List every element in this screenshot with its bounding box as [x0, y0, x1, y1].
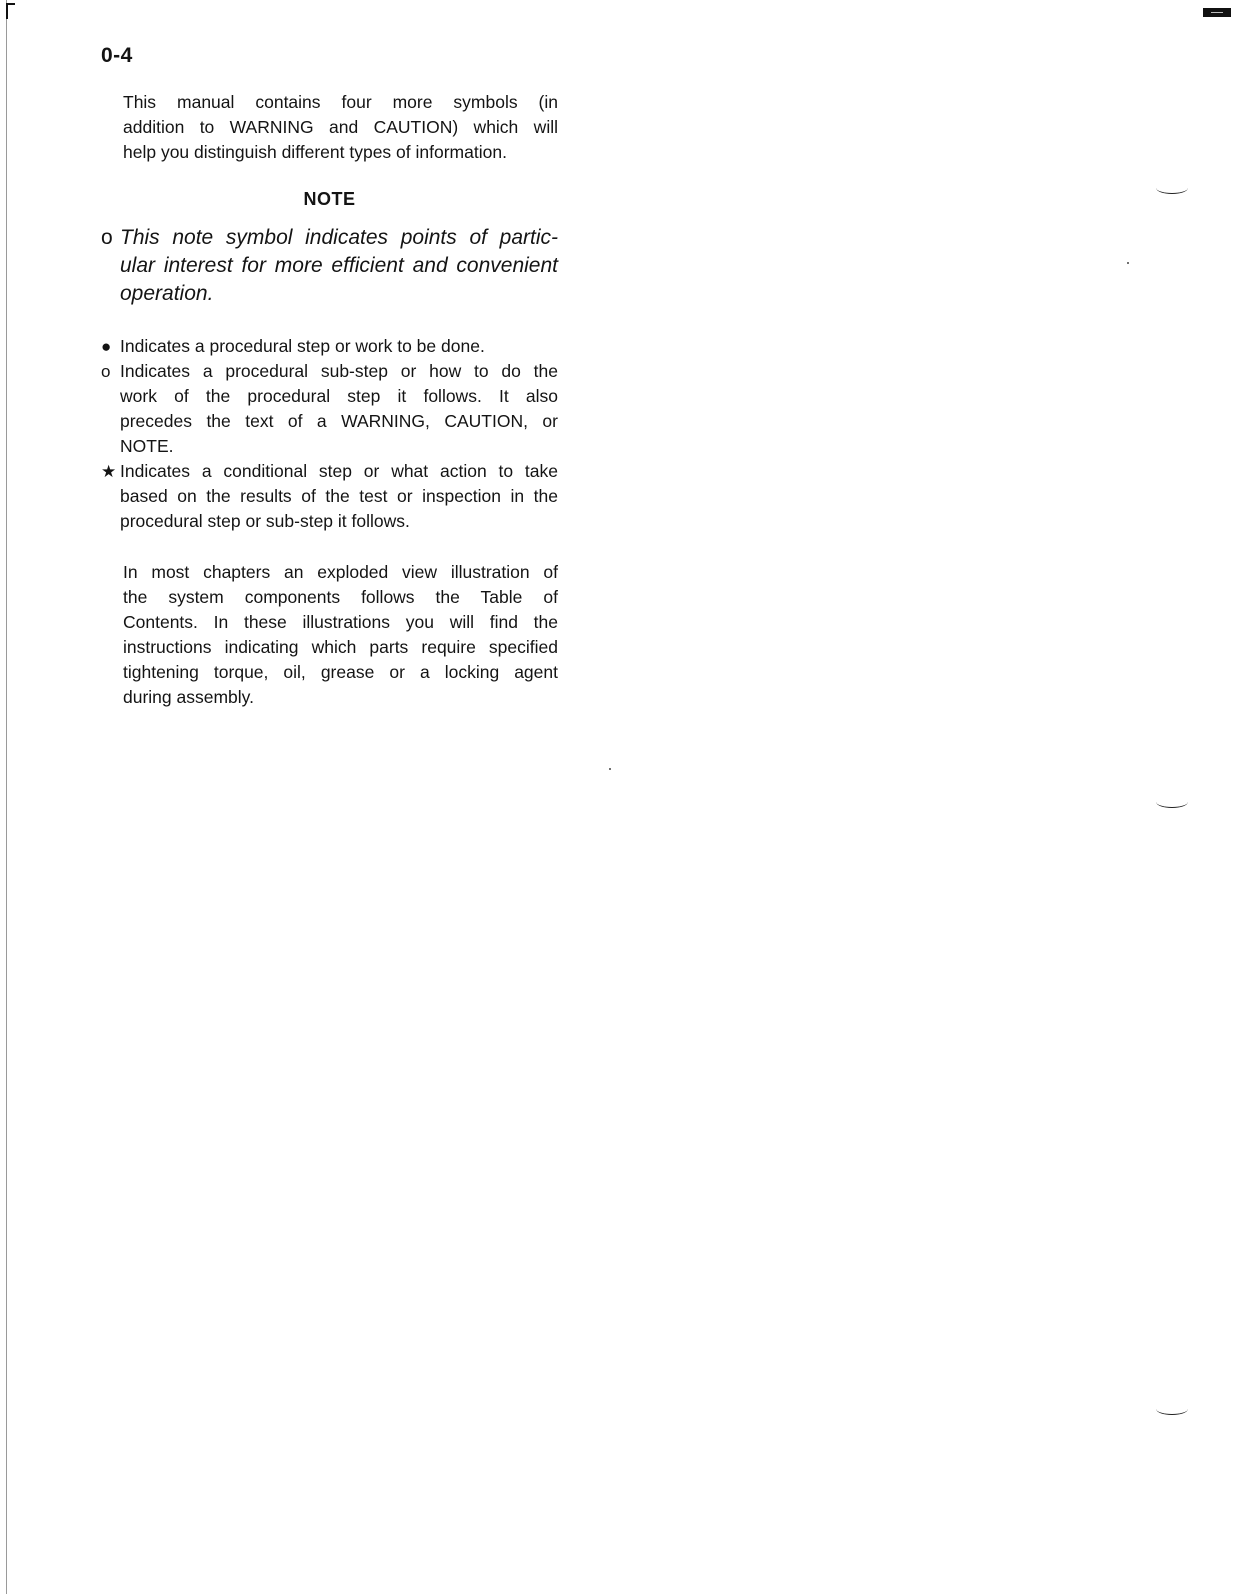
text-line: during assembly.: [123, 687, 254, 707]
section-tab-mark: [1203, 8, 1231, 17]
page-content: [101, 44, 558, 710]
text-line: ular interest for more efficient and convenient: [120, 254, 558, 277]
star-icon: ★: [101, 462, 117, 481]
text-line: the system components follows the Table of: [123, 587, 558, 607]
scan-speck: [609, 768, 611, 770]
text-line: In most chapters an exploded view illustration of: [123, 562, 558, 582]
note-body: [101, 224, 558, 308]
text-line: Indicates a procedural step or work to be done.: [120, 336, 485, 356]
intro-paragraph: [101, 90, 558, 165]
binding-hole-mark: [1156, 182, 1188, 194]
text-line: work of the procedural step it follows. It also: [120, 386, 558, 406]
text-line: operation.: [120, 282, 214, 305]
filled-circle-icon: ●: [101, 337, 112, 356]
text-line: precedes the text of a WARNING, CAUTION, or: [120, 411, 558, 431]
page-left-edge: [6, 0, 7, 1594]
text-line: NOTE.: [120, 436, 174, 456]
binding-hole-mark: [1156, 796, 1188, 808]
open-circle-icon: o: [101, 226, 113, 249]
page-number: 0-4: [101, 44, 133, 67]
text-line: instructions indicating which parts require specified: [123, 637, 558, 657]
text-line: This manual contains four more symbols (in: [123, 92, 558, 112]
list-item: [101, 334, 558, 359]
corner-crop-mark: [6, 3, 15, 19]
closing-paragraph: [101, 560, 558, 710]
text-line: Contents. In these illustrations you will find the: [123, 612, 558, 632]
text-line: tightening torque, oil, grease or a locking agent: [123, 662, 558, 682]
binding-hole-mark: [1156, 1403, 1188, 1415]
list-item: [101, 359, 558, 459]
list-item: [101, 459, 558, 534]
text-line: help you distinguish different types of information.: [123, 142, 507, 162]
open-circle-icon: o: [101, 362, 111, 381]
text-line: Indicates a procedural sub-step or how to do the: [120, 361, 558, 381]
note-heading: NOTE: [303, 189, 356, 209]
text-line: based on the results of the test or inspection in the: [120, 486, 558, 506]
symbol-list: [101, 334, 558, 534]
text-line: procedural step or sub-step it follows.: [120, 511, 410, 531]
scan-speck: [1127, 262, 1129, 264]
text-line: Indicates a conditional step or what action to take: [120, 461, 558, 481]
text-line: addition to WARNING and CAUTION) which will: [123, 117, 558, 137]
text-line: This note symbol indicates points of partic-: [120, 226, 558, 249]
